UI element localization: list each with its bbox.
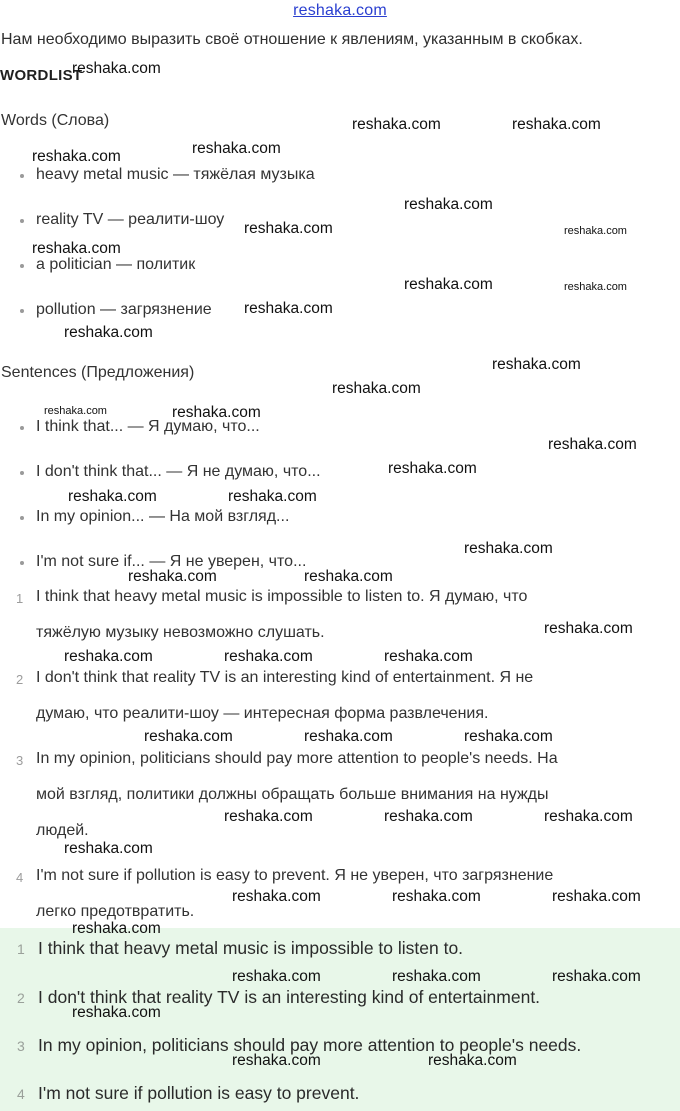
watermark: reshaka.com bbox=[548, 436, 637, 453]
watermark: reshaka.com bbox=[72, 920, 161, 937]
intro-text: Нам необходимо выразить своё отношение к явлениям, указанным в скобках. bbox=[1, 31, 583, 48]
example-number: 2 bbox=[16, 672, 24, 687]
list-item: In my opinion... — На мой взгляд... bbox=[36, 508, 290, 525]
example-line: мой взгляд, политики должны обращать больше внимания на нужды bbox=[36, 786, 549, 803]
example-number: 1 bbox=[16, 591, 24, 606]
example-line: In my opinion, politicians should pay more attention to people's needs. На bbox=[36, 750, 558, 767]
watermark: reshaka.com bbox=[332, 380, 421, 397]
example-line: думаю, что реалити-шоу — интересная форма развлечения. bbox=[36, 705, 489, 722]
watermark: reshaka.com bbox=[564, 281, 627, 293]
list-item: reality TV — реалити-шоу bbox=[36, 211, 225, 228]
watermark: reshaka.com bbox=[172, 404, 261, 421]
watermark: reshaka.com bbox=[144, 728, 233, 745]
watermark: reshaka.com bbox=[68, 488, 157, 505]
watermark: reshaka.com bbox=[544, 620, 633, 637]
answer-text: I think that heavy metal music is impossible to listen to. bbox=[38, 938, 464, 958]
example-line: I don't think that reality TV is an interesting kind of entertainment. Я не bbox=[36, 669, 534, 686]
watermark: reshaka.com bbox=[32, 240, 121, 257]
watermark: reshaka.com bbox=[232, 1052, 321, 1069]
list-item: I don't think that... — Я не думаю, что... bbox=[36, 463, 321, 480]
watermark: reshaka.com bbox=[44, 405, 107, 417]
list-item: I think that... — Я думаю, что... bbox=[36, 418, 260, 435]
watermark: reshaka.com bbox=[232, 968, 321, 985]
watermark: reshaka.com bbox=[224, 808, 313, 825]
example-line: легко предотвратить. bbox=[36, 903, 195, 920]
watermark: reshaka.com bbox=[64, 324, 153, 341]
watermark: reshaka.com bbox=[224, 648, 313, 665]
watermark: reshaka.com bbox=[72, 60, 161, 77]
watermark: reshaka.com bbox=[244, 220, 333, 237]
answer-number: 1 bbox=[17, 941, 25, 957]
example-line: I'm not sure if pollution is easy to prevent. Я не уверен, что загрязнение bbox=[36, 867, 554, 884]
watermark: reshaka.com bbox=[228, 488, 317, 505]
watermark: reshaka.com bbox=[64, 840, 153, 857]
watermark: reshaka.com bbox=[392, 888, 481, 905]
watermark: reshaka.com bbox=[552, 968, 641, 985]
watermark: reshaka.com bbox=[72, 1004, 161, 1021]
watermark: reshaka.com bbox=[552, 888, 641, 905]
watermark: reshaka.com bbox=[464, 540, 553, 557]
example-number: 3 bbox=[16, 753, 24, 768]
watermark: reshaka.com bbox=[428, 1052, 517, 1069]
watermark: reshaka.com bbox=[492, 356, 581, 373]
words-title: Words (Слова) bbox=[1, 112, 110, 129]
watermark: reshaka.com bbox=[404, 196, 493, 213]
list-item: heavy metal music — тяжёлая музыка bbox=[36, 166, 315, 183]
watermark: reshaka.com bbox=[232, 888, 321, 905]
sentences-title: Sentences (Предложения) bbox=[1, 364, 195, 381]
watermark: reshaka.com bbox=[384, 648, 473, 665]
example-line: людей. bbox=[36, 822, 89, 839]
example-line: тяжёлую музыку невозможно слушать. bbox=[36, 624, 325, 641]
watermark: reshaka.com bbox=[64, 648, 153, 665]
example-line: I think that heavy metal music is impossible to listen to. Я думаю, что bbox=[36, 588, 528, 605]
list-item: pollution — загрязнение bbox=[36, 301, 212, 318]
watermark: reshaka.com bbox=[304, 728, 393, 745]
watermark: reshaka.com bbox=[512, 116, 601, 133]
answer-text: I don't think that reality TV is an interesting kind of entertainment. bbox=[38, 987, 541, 1007]
watermark: reshaka.com bbox=[464, 728, 553, 745]
watermark: reshaka.com bbox=[544, 808, 633, 825]
answer-text: In my opinion, politicians should pay more attention to people's needs. bbox=[38, 1035, 582, 1055]
watermark: reshaka.com bbox=[384, 808, 473, 825]
list-item: a politician — политик bbox=[36, 256, 196, 273]
answer-number: 3 bbox=[17, 1038, 25, 1054]
watermark: reshaka.com bbox=[304, 568, 393, 585]
watermark: reshaka.com bbox=[128, 568, 217, 585]
example-number: 4 bbox=[16, 870, 24, 885]
watermark: reshaka.com bbox=[244, 300, 333, 317]
site-logo-link[interactable]: reshaka.com bbox=[293, 2, 387, 19]
watermark: reshaka.com bbox=[392, 968, 481, 985]
answer-text: I'm not sure if pollution is easy to prevent. bbox=[38, 1083, 360, 1103]
watermark: reshaka.com bbox=[388, 460, 477, 477]
watermark: reshaka.com bbox=[564, 225, 627, 237]
watermark: reshaka.com bbox=[352, 116, 441, 133]
list-item: I'm not sure if... — Я не уверен, что... bbox=[36, 553, 307, 570]
watermark: reshaka.com bbox=[32, 148, 121, 165]
watermark: reshaka.com bbox=[192, 140, 281, 157]
wordlist-heading: WORDLIST bbox=[0, 67, 83, 84]
watermark: reshaka.com bbox=[404, 276, 493, 293]
answer-number: 2 bbox=[17, 990, 25, 1006]
answer-number: 4 bbox=[17, 1086, 25, 1102]
